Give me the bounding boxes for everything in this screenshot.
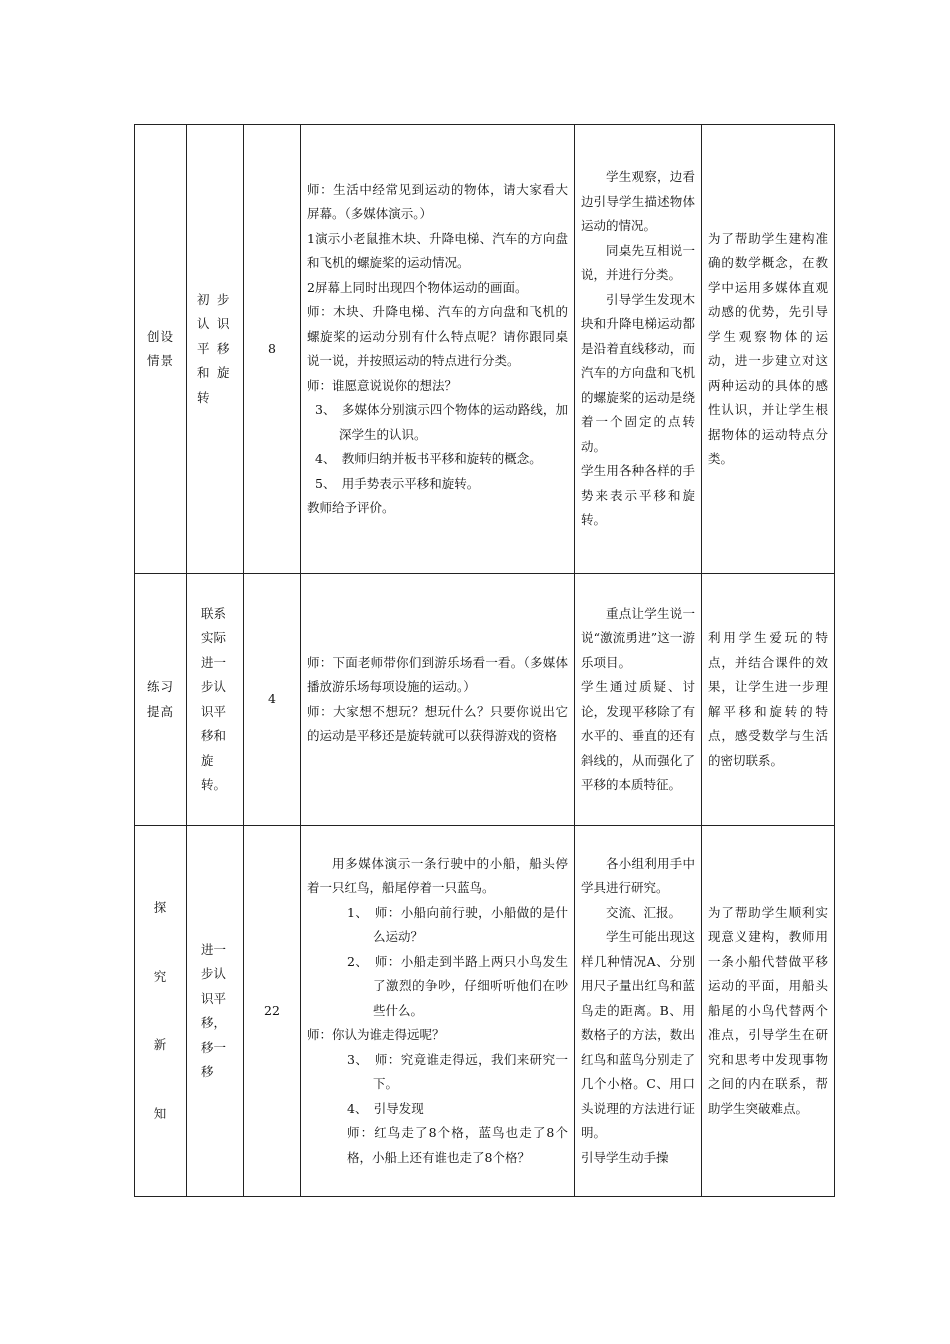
minutes-cell: 4 bbox=[244, 574, 301, 826]
lesson-plan-table bbox=[134, 124, 835, 1197]
goal-char: 平 bbox=[197, 340, 210, 356]
phase-label: 创设 bbox=[146, 328, 174, 344]
teacher-activity-cell bbox=[301, 125, 575, 574]
phase-label: 探 bbox=[153, 900, 168, 915]
minutes-cell: 8 bbox=[244, 125, 301, 574]
teacher-line: 2屏幕上同时出现四个物体运动的画面。 bbox=[307, 279, 528, 295]
student-line: 重点让学生说一说“激流勇进”这一游乐项目。 bbox=[581, 605, 695, 670]
design-intent-cell bbox=[702, 125, 835, 574]
phase-label: 究 bbox=[153, 968, 168, 984]
student-line: 同桌先互相说一说，并进行分类。 bbox=[581, 242, 695, 283]
teacher-line: 师：大家想不想玩？想玩什么？只要你说出它的运动是平移还是旋转就可以获得游戏的资格 bbox=[307, 703, 568, 743]
teacher-step: 1、 师：小船向前行驶，小船做的是什么运动？ bbox=[347, 904, 568, 945]
student-activity-cell bbox=[575, 125, 702, 574]
student-activity-cell bbox=[575, 826, 702, 1197]
phase-label: 情景 bbox=[146, 353, 174, 368]
student-line: 引导学生动手操 bbox=[581, 1149, 669, 1165]
phase-cell bbox=[135, 826, 187, 1197]
goal-cell bbox=[187, 125, 244, 574]
teacher-line: 师：木块、升降电梯、汽车的方向盘和飞机的螺旋桨的运动分别有什么特点呢？请你跟同桌说一说，并按照运动的特点进行分类。 bbox=[307, 304, 568, 368]
teacher-step: 4、 引导发现 bbox=[347, 1100, 424, 1116]
table-row bbox=[135, 125, 835, 574]
phase-label: 知 bbox=[153, 1105, 168, 1121]
teacher-activity-cell bbox=[301, 826, 575, 1197]
teacher-step: 3、 多媒体分别演示四个物体的运动路线，加深学生的认识。 bbox=[315, 402, 568, 442]
phase-cell bbox=[135, 125, 187, 574]
goal-char: 移 bbox=[217, 340, 230, 356]
design-intent-cell bbox=[702, 574, 835, 826]
teacher-line: 师：生活中经常见到运动的物体，请大家看大屏幕。（多媒体演示。） bbox=[307, 181, 568, 221]
teacher-line: 1演示小老鼠推木块、升降电梯、汽车的方向盘和飞机的螺旋桨的运动情况。 bbox=[307, 230, 568, 270]
teacher-step: 3、 师：究竟谁走得远，我们来研究一下。 bbox=[347, 1051, 568, 1092]
teacher-line: 师：下面老师带你们到游乐场看一看。（多媒体播放游乐场每项设施的运动。） bbox=[307, 654, 568, 694]
minutes-cell: 22 bbox=[244, 826, 301, 1197]
goal-text: 联系实际进一步认识平移和旋转。 bbox=[201, 605, 227, 792]
student-line: 交流、汇报。 bbox=[606, 904, 682, 920]
phase-label: 练习 bbox=[146, 679, 174, 694]
goal-text: 进一步认识平移，移一移 bbox=[201, 941, 227, 1079]
teacher-line: 师：红鸟走了8个格，蓝鸟也走了8个格，小船上还有谁也走了8个格？ bbox=[347, 1125, 568, 1165]
intent-text: 为了帮助学生顺利实现意义建构，教师用一条小船代替做平移运动的平面，用船头船尾的小鸟代替两个准点，引导学生在研究和思考中发现事物之间的内在联系，帮助学生突破难点。 bbox=[708, 904, 828, 1116]
teacher-step: 4、 教师归纳并板书平移和旋转的概念。 bbox=[315, 451, 542, 466]
phase-cell bbox=[135, 574, 187, 826]
goal-char: 认 bbox=[197, 316, 210, 332]
intent-text: 为了帮助学生建构准确的数学概念，在教学中运用多媒体直观动感的优势，先引导学生观察物体的运动，进一步建立对这两种运动的具体的感性认识，并让学生根据物体的运动特点分类。 bbox=[708, 230, 828, 466]
goal-char: 识 bbox=[217, 316, 230, 332]
teacher-step: 2、 师：小船走到半路上两只小鸟发生了激烈的争吵，仔细听听他们在吵些什么。 bbox=[347, 953, 568, 1018]
teacher-step: 5、 用手势表示平移和旋转。 bbox=[315, 475, 480, 491]
table-row bbox=[135, 826, 835, 1197]
goal-char: 和 bbox=[197, 365, 210, 381]
goal-char bbox=[217, 386, 237, 411]
student-line: 学生用各种各样的手势来表示平移和旋转。 bbox=[581, 463, 695, 528]
student-line: 学生观察，边看边引导学生描述物体运动的情况。 bbox=[581, 169, 695, 234]
goal-char: 转 bbox=[197, 389, 210, 405]
student-activity-cell bbox=[575, 574, 702, 826]
phase-label: 新 bbox=[153, 1037, 168, 1052]
goal-char: 初 bbox=[197, 291, 210, 307]
table-row bbox=[135, 574, 835, 826]
student-line: 学生通过质疑、讨论，发现平移除了有水平的、垂直的还有斜线的，从而强化了平移的本质特征。 bbox=[581, 679, 695, 792]
goal-cell bbox=[187, 574, 244, 826]
teacher-line: 师：谁愿意说说你的想法？ bbox=[307, 377, 458, 393]
teacher-line: 教师给予评价。 bbox=[307, 500, 395, 515]
student-line: 学生可能出现这样几种情况A、分别用尺子量出红鸟和蓝鸟走的距离。B、用数格子的方法，数出红鸟和蓝鸟分别走了几个小格。C、用口头说理的方法进行证明。 bbox=[581, 929, 695, 1141]
student-line: 各小组利用手中学具进行研究。 bbox=[581, 855, 695, 896]
goal-char: 旋 bbox=[217, 365, 230, 381]
teacher-line: 用多媒体演示一条行驶中的小船，船头停着一只红鸟，船尾停着一只蓝鸟。 bbox=[307, 855, 568, 896]
teacher-line: 师：你认为谁走得远呢？ bbox=[307, 1027, 445, 1043]
design-intent-cell bbox=[702, 826, 835, 1197]
goal-cell bbox=[187, 826, 244, 1197]
phase-label: 提高 bbox=[146, 703, 174, 719]
student-line: 引导学生发现木块和升降电梯运动都是沿着直线移动，而汽车的方向盘和飞机的螺旋桨的运动是绕着一个固定的点转动。 bbox=[581, 291, 695, 454]
goal-char: 步 bbox=[217, 291, 230, 307]
intent-text: 利用学生爱玩的特点，并结合课件的效果，让学生进一步理解平移和旋转的特点，感受数学与生活的密切联系。 bbox=[708, 630, 828, 768]
teacher-activity-cell bbox=[301, 574, 575, 826]
